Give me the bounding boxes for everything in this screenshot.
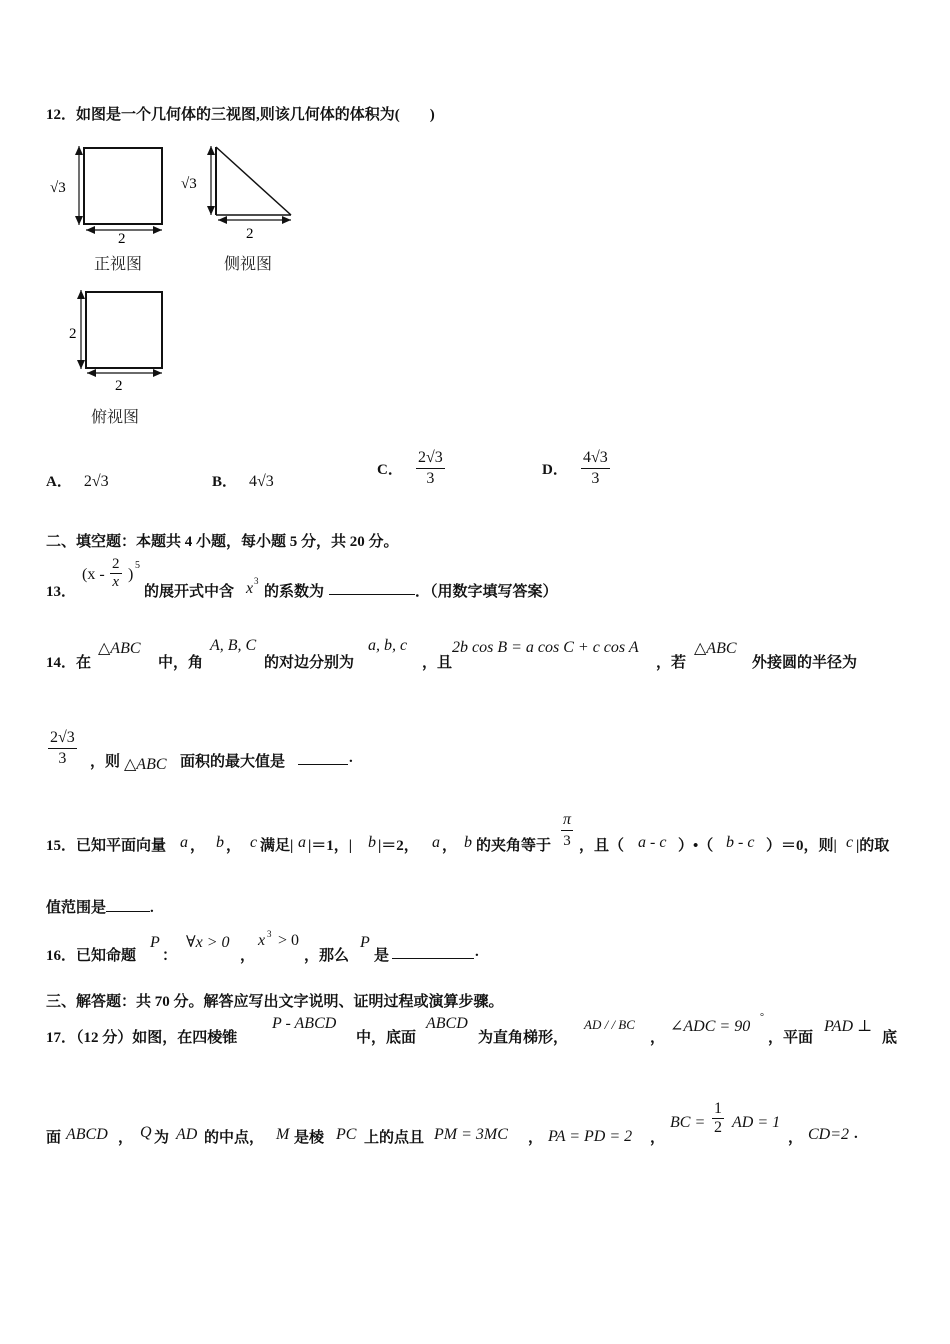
top-view-square <box>86 292 162 368</box>
option-a: A． 2√3 <box>46 473 109 490</box>
top-view-caption: 俯视图 <box>91 407 140 426</box>
side-width-label: 2 <box>246 226 254 242</box>
q17-line2: 面 ABCD ， Q 为 AD 的中点， M 是棱 PC 上的点且 PM = 3MC ， PA = PD = 2 ， BC = $\frac{1}{2}$ AD = 1 ， CD=2 . <box>46 1100 858 1146</box>
q14-line2: $\frac{2√3}{3}$ ，则 △ABC 面积的最大值是 . <box>50 729 353 773</box>
q14-answer-blank[interactable] <box>298 752 348 765</box>
top-width-label: 2 <box>115 378 123 394</box>
option-d: D． $\frac{4√3}{3}$ <box>542 449 608 487</box>
front-view-square <box>84 148 162 224</box>
front-view-caption: 正视图 <box>94 254 143 273</box>
q12-stem: 12．如图是一个几何体的三视图,则该几何体的体积为( ) <box>46 107 435 123</box>
q16-answer-blank[interactable] <box>392 946 474 959</box>
q15-answer-blank[interactable] <box>106 899 150 912</box>
section-3-heading: 三、解答题：共 70 分。解答应写出文字说明、证明过程或演算步骤。 <box>46 994 504 1010</box>
section-2-heading: 二、填空题：本题共 4 小题，每小题 5 分，共 20 分。 <box>46 534 399 550</box>
front-view-diagram <box>44 140 174 245</box>
q15-line1: 15．已知平面向量 a ， b ， c 满足| a |＝1，| b |＝2， a ， b 的夹角等于 $\frac{\pi}{3}$ ，且（ a - c ）•（ b - c ）＝0，则| c |的取 <box>46 811 890 854</box>
option-c: C． $\frac{2√3}{3}$ <box>377 449 443 487</box>
side-view-hypotenuse <box>216 147 291 215</box>
option-b: B． 4√3 <box>212 473 274 490</box>
front-height-label: √3 <box>50 180 66 196</box>
q16: 16．已知命题 P ： ∀x > 0 ， x 3 > 0 ，那么 P 是 . <box>46 929 479 964</box>
top-view-diagram <box>60 284 175 396</box>
side-view-caption: 侧视图 <box>224 254 273 273</box>
side-view-diagram <box>176 140 301 245</box>
front-width-label: 2 <box>118 231 126 245</box>
q14-line1: 14．在 △ABC 中，角 A, B, C 的对边分别为 a, b, c ，且 2b cos B = a cos C + c cos A ，若 △ABC 外接圆的半径为 <box>46 637 858 671</box>
q15-line2: 值范围是 . <box>46 900 154 916</box>
side-height-label: √3 <box>181 176 197 192</box>
q13-answer-blank[interactable] <box>329 582 415 595</box>
top-height-label: 2 <box>69 326 77 342</box>
q17-line1: 17．（12 分）如图，在四棱锥 P - ABCD 中，底面 ABCD 为直角梯形， AD / / BC ， ∠ADC = 90 ° ，平面 PAD ⊥ 底 <box>46 1012 898 1046</box>
